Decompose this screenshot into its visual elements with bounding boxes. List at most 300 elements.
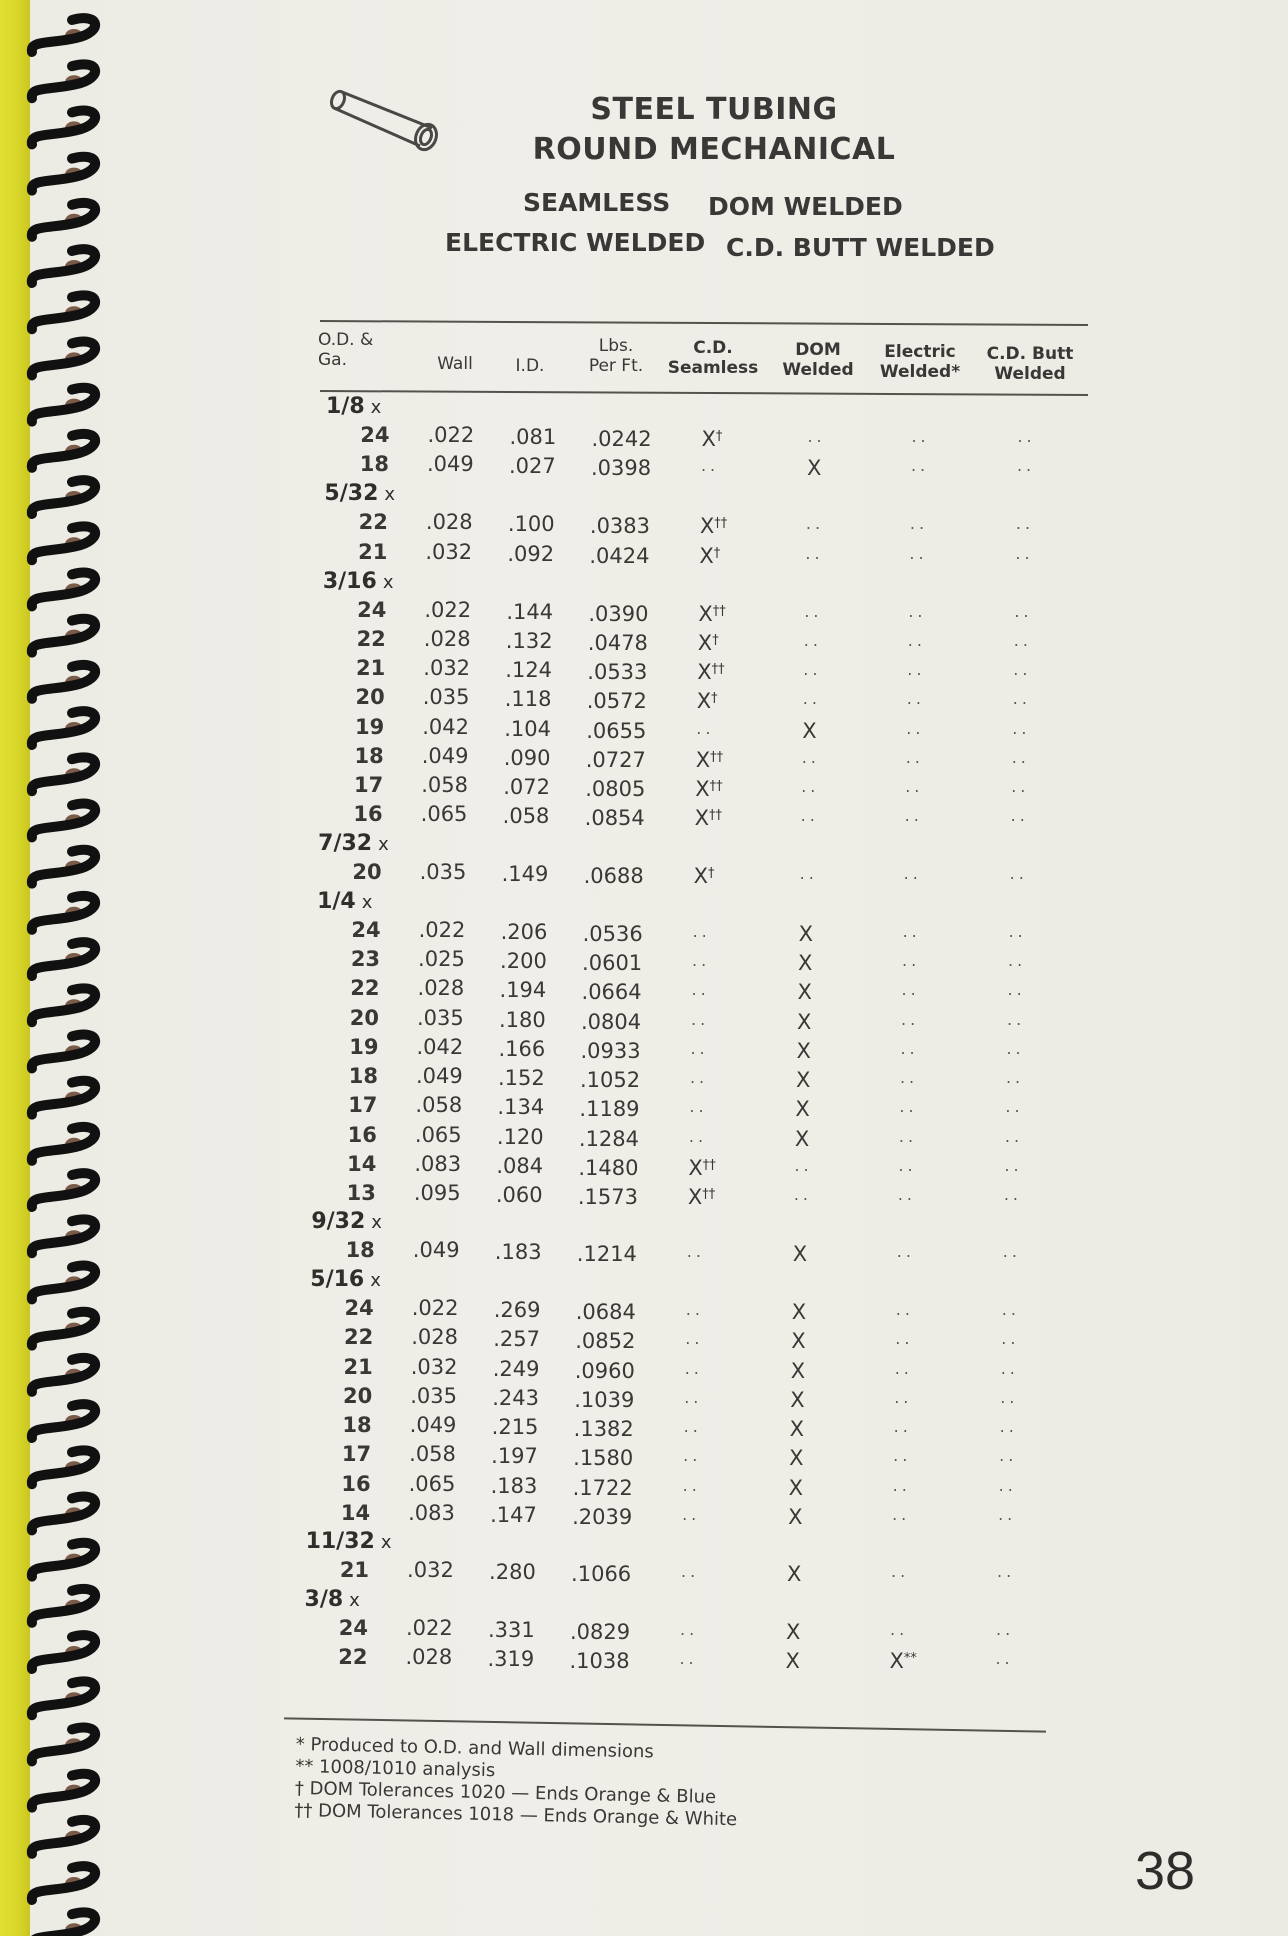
cell-elec: .. [894,1358,913,1378]
cell-elec: .. [907,630,926,650]
cell-lbs: .0390 [588,601,649,626]
cell-elec: .. [890,1620,909,1640]
cell-elec: .. [895,1329,914,1349]
table-bottom-rule [284,1717,1046,1732]
cell-dom: .. [805,543,824,563]
table-row [316,1152,1116,1181]
cell-cd: .. [684,1358,703,1378]
size-group-header: 1/4 x [317,888,373,914]
cell-wall: .049 [412,1237,460,1262]
cell-cd: .. [691,1009,710,1029]
cell-cd: .. [683,1417,702,1437]
cell-id: .197 [491,1444,538,1469]
cell-butt: .. [1007,1009,1026,1029]
cell-dom: X [785,1649,800,1674]
cell-ga: 24 [357,597,387,622]
cell-dom: .. [805,514,825,534]
footnote-4: †† DOM Tolerances 1018 — Ends Orange & White [294,1799,738,1831]
cell-lbs: .0536 [582,921,643,946]
cell-lbs: .0398 [590,456,652,481]
cell-id: .183 [494,1239,542,1264]
spiral-binding [0,0,120,1936]
cell-id: .149 [501,861,549,886]
cell-elec: .. [908,601,927,621]
cell-butt: .. [1000,1387,1019,1407]
cell-id: .183 [490,1473,538,1498]
cell-butt: .. [1004,1155,1023,1175]
cell-butt: .. [995,1649,1014,1669]
cell-ga: 18 [359,452,389,477]
cell-lbs: .0727 [585,747,646,772]
table-row [311,1472,1111,1501]
footnote-2: ** 1008/1010 analysis [295,1755,496,1782]
cell-ga: 20 [352,859,382,884]
cell-dom: X [792,1241,808,1266]
cell-id: .100 [507,512,555,537]
cell-wall: .035 [410,1383,457,1408]
cell-wall: .049 [421,743,469,768]
col-id: I.D. [515,356,545,376]
cell-elec: .. [902,921,921,941]
size-group-header: 5/16 x [310,1267,381,1292]
cell-lbs: .1052 [579,1068,641,1093]
cell-dom: .. [802,689,821,709]
cell-dom: .. [807,427,826,447]
cell-id: .215 [491,1415,539,1440]
size-group-header: 7/32 x [318,830,389,856]
size-group-header: 1/8 x [326,394,382,419]
cell-dom: .. [799,863,818,883]
cell-wall: .095 [413,1181,461,1206]
cell-id: .194 [499,978,547,1003]
cell-dom: X [797,980,812,1005]
cell-dom: .. [801,747,820,767]
cell-dom: X [786,1620,801,1645]
cell-elec: .. [892,1475,911,1495]
cell-elec: .. [902,951,921,971]
cell-cd: .. [682,1475,701,1495]
cell-cd: .. [689,1097,708,1117]
cell-id: .124 [505,658,553,683]
cell-cd: .. [680,1620,699,1640]
table-row [318,1064,1118,1093]
cell-id: .072 [503,775,550,800]
cell-lbs: .0383 [589,514,651,539]
cell-wall: .049 [409,1413,457,1438]
cell-cd: .. [685,1300,704,1320]
size-group-header: 11/32 x [305,1528,392,1554]
cell-ga: 18 [348,1064,378,1089]
cell-butt: .. [997,1562,1016,1581]
cell-dom: .. [794,1155,813,1175]
cell-cd: X† [699,543,721,568]
cell-ga: 23 [350,947,381,972]
cell-dom: X [794,1126,810,1151]
cell-wall: .032 [425,539,473,564]
cell-cd: .. [682,1504,701,1524]
cell-dom: X [798,951,813,976]
cell-wall: .042 [416,1034,464,1059]
title-line-2: ROUND MECHANICAL [532,132,896,167]
cell-butt: .. [1012,718,1031,738]
cell-dom: .. [803,630,822,650]
table-row [325,685,1125,714]
cell-butt: .. [1014,601,1033,621]
cell-dom: X [795,1097,810,1122]
cell-cd: X†† [699,514,728,539]
cell-id: .147 [490,1502,537,1527]
table-row [325,656,1125,685]
cell-butt: .. [1011,747,1030,767]
table-row [308,1616,1108,1645]
cell-wall: .065 [408,1471,456,1496]
cell-cd: .. [691,980,710,1000]
cell-lbs: .0960 [574,1358,635,1383]
cell-lbs: .0601 [582,951,643,976]
cell-id: .243 [492,1385,539,1410]
table-row [309,1558,1109,1587]
cell-cd: X†† [695,747,724,772]
cell-elec: .. [905,747,924,767]
cell-cd: X† [696,689,718,714]
footnotes [294,1734,739,1831]
cell-id: .249 [492,1356,540,1381]
table-row [320,947,1120,976]
cell-lbs: .1214 [576,1241,637,1266]
cell-wall: .035 [422,685,470,710]
cell-ga: 19 [355,714,385,739]
cell-butt: .. [1008,921,1027,941]
cell-lbs: .0688 [583,863,644,888]
cell-id: .058 [502,804,550,829]
cell-elec: X** [889,1649,917,1674]
cell-cd: .. [688,1126,708,1146]
cell-dom: X [787,1562,802,1586]
cell-butt: .. [996,1620,1015,1640]
cell-cd: X† [697,630,719,655]
cell-ga: 16 [353,802,383,827]
cell-dom: X [788,1504,803,1529]
cell-cd: X† [701,427,723,452]
cell-ga: 22 [358,510,388,535]
cell-elec: .. [891,1562,910,1581]
cell-butt: .. [1012,689,1031,709]
cell-wall: .032 [407,1558,454,1582]
col-dom-welded: DOM Welded [782,340,854,380]
cell-wall: .028 [405,1645,453,1670]
cell-wall: .058 [415,1093,463,1118]
cell-ga: 22 [356,626,386,651]
cell-wall: .035 [417,1005,464,1030]
table-row [317,1093,1117,1122]
cell-id: .134 [497,1095,545,1120]
cell-lbs: .1038 [569,1649,630,1674]
table-row [316,1181,1116,1210]
cell-id: .081 [509,425,557,450]
cell-cd: X†† [697,660,725,685]
cell-id: .166 [498,1036,546,1061]
cell-id: .084 [496,1153,544,1178]
cell-butt: .. [998,1504,1017,1524]
size-group-header: 3/16 x [322,568,394,594]
table-row [307,1645,1107,1674]
cell-butt: .. [1006,1038,1025,1058]
cell-wall: .058 [421,773,468,798]
footnote-1: * Produced to O.D. and Wall dimensions [295,1734,655,1763]
cell-butt: .. [1005,1068,1025,1088]
cell-id: .104 [504,716,551,741]
cell-wall: .022 [427,423,475,448]
cell-butt: .. [1003,1185,1023,1205]
cell-ga: 22 [350,976,380,1001]
table-row [312,1384,1112,1413]
cell-ga: 17 [341,1442,372,1467]
col-lbs-per-ft: Lbs. Per Ft. [588,336,644,376]
cell-dom: X [791,1329,806,1354]
cell-lbs: .0829 [570,1620,631,1645]
cell-ga: 24 [338,1616,368,1641]
cell-elec: .. [909,514,929,534]
cell-lbs: .1573 [577,1185,638,1210]
cell-cd: .. [683,1446,702,1466]
table-top-rule [320,320,1088,326]
size-group-header: 9/32 x [311,1208,382,1234]
cell-elec: .. [893,1417,912,1437]
cell-dom: X [802,718,817,743]
cell-butt: .. [1016,456,1036,476]
cell-ga: 14 [340,1500,371,1525]
cell-dom: X [797,1009,812,1034]
cell-cd: X†† [695,777,723,802]
cell-wall: .083 [408,1500,455,1525]
cell-elec: .. [893,1446,912,1466]
cell-wall: .049 [426,452,474,477]
col-cd-butt-welded: C.D. Butt Welded [986,344,1074,384]
cell-ga: 24 [344,1296,374,1321]
table-row [311,1442,1111,1471]
cell-wall: .065 [414,1122,462,1147]
cell-id: .060 [495,1183,543,1208]
table-row [313,1355,1113,1384]
table-row [323,802,1123,831]
subtitle-seamless: SEAMLESS [523,188,671,217]
cell-dom: X [788,1475,803,1500]
table-row [317,1123,1117,1152]
cell-butt: .. [1009,863,1028,883]
col-od-ga: O.D. & Ga. [318,330,374,370]
cell-dom: X [806,456,822,481]
cell-id: .152 [497,1066,545,1091]
cell-butt: .. [1004,1126,1024,1146]
cell-lbs: .1284 [578,1126,640,1151]
cell-elec: .. [911,427,930,447]
cell-butt: .. [999,1446,1018,1466]
cell-wall: .028 [417,976,465,1001]
cell-ga: 24 [351,917,381,942]
cell-butt: .. [998,1475,1017,1495]
cell-id: .120 [496,1124,544,1149]
cell-cd: .. [686,1241,705,1261]
cell-id: .180 [499,1007,546,1032]
cell-id: .319 [487,1647,535,1672]
table-row [310,1501,1110,1530]
cell-butt: .. [1013,630,1032,650]
cell-ga: 16 [347,1122,377,1147]
cell-ga: 20 [342,1383,373,1408]
cell-dom: X [798,921,813,946]
table-row [318,1035,1118,1064]
cell-butt: .. [1010,806,1029,826]
cell-cd: .. [690,1038,709,1058]
cell-dom: X [789,1417,805,1442]
cell-dom: X [795,1068,811,1093]
cell-ga: 21 [343,1354,373,1379]
cell-butt: .. [1001,1329,1020,1349]
table-row [323,773,1123,802]
cell-ga: 21 [339,1558,370,1582]
cell-butt: .. [1007,980,1026,1000]
col-cd-seamless: C.D. Seamless [667,338,759,378]
cell-id: .206 [500,919,548,944]
cell-wall: .042 [422,714,469,739]
cell-dom: X [790,1358,806,1383]
cell-wall: .022 [406,1616,453,1641]
cell-cd: .. [700,456,720,476]
table-row [324,744,1124,773]
cell-ga: 18 [345,1237,375,1262]
cell-elec: .. [898,1126,918,1146]
cell-cd: X†† [687,1185,716,1210]
cell-id: .090 [503,745,551,770]
cell-butt: .. [1015,543,1034,563]
cell-ga: 18 [342,1413,372,1438]
table-row [320,976,1120,1005]
cell-wall: .022 [418,917,466,942]
cell-elec: .. [899,1068,919,1088]
footnote-3: † DOM Tolerances 1020 — Ends Orange & Blue [294,1777,717,1808]
cell-wall: .058 [409,1442,456,1467]
cell-cd: .. [685,1329,704,1349]
cell-elec: .. [899,1097,918,1117]
cell-lbs: .1480 [578,1155,639,1180]
title-line-1: STEEL TUBING [590,92,838,127]
cell-ga: 20 [349,1005,379,1030]
table-header-rule [320,390,1088,396]
table-row [322,860,1122,889]
col-wall: Wall [437,354,473,374]
table-row [329,452,1129,481]
cell-lbs: .0572 [586,689,647,714]
cell-id: .144 [506,599,554,624]
table-row [312,1413,1112,1442]
cell-wall: .022 [411,1296,459,1321]
cell-id: .027 [508,454,556,479]
table-row [326,627,1126,656]
cell-cd: .. [689,1068,709,1088]
cell-lbs: .0242 [591,427,652,452]
cell-wall: .028 [425,510,473,535]
cell-dom: .. [804,601,823,621]
cell-id: .118 [504,687,552,712]
cell-butt: .. [1000,1358,1019,1378]
cell-wall: .028 [411,1325,458,1350]
cell-elec: .. [900,1038,919,1058]
subtitle-electric-welded: ELECTRIC WELDED [445,228,706,257]
cell-ga: 24 [360,423,390,448]
cell-id: .280 [489,1560,536,1584]
cell-lbs: .0852 [575,1329,636,1354]
cell-elec: .. [906,689,925,709]
cell-butt: .. [1015,514,1035,534]
page-number: 38 [1135,1841,1196,1901]
cell-elec: .. [892,1504,911,1524]
cell-butt: .. [1017,427,1036,447]
cell-id: .257 [493,1327,540,1352]
table-row [328,510,1128,539]
cell-lbs: .2039 [572,1504,633,1529]
table-row [319,1006,1119,1035]
cell-cd: X†† [698,601,726,626]
cell-elec: .. [897,1185,917,1205]
col-electric-welded: Electric Welded* [879,342,961,382]
cell-ga: 20 [355,685,385,710]
cell-wall: .083 [414,1151,462,1176]
cell-ga: 13 [346,1181,376,1206]
cell-cd: .. [692,921,711,941]
cell-lbs: .0424 [589,543,650,568]
cell-id: .331 [488,1618,535,1643]
cell-ga: 22 [344,1325,374,1350]
cell-wall: .032 [410,1354,458,1379]
cell-wall: .025 [418,947,465,972]
cell-dom: X [789,1446,804,1471]
cell-ga: 19 [349,1034,379,1059]
cell-wall: .049 [415,1064,463,1089]
cell-wall: .065 [420,802,468,827]
cell-id: .269 [493,1298,541,1323]
cell-elec: .. [905,777,924,797]
cell-dom: .. [800,806,819,826]
cell-butt: .. [1008,951,1027,971]
cell-ga: 21 [358,539,388,564]
cell-wall: .032 [423,656,471,681]
cell-wall: .028 [423,626,471,651]
subtitle-dom-welded: DOM WELDED [708,192,903,221]
cell-lbs: .1382 [573,1417,634,1442]
cell-elec: .. [898,1155,917,1175]
cell-elec: .. [896,1241,915,1261]
cell-ga: 16 [341,1471,371,1496]
cell-elec: .. [901,980,920,1000]
cell-lbs: .0664 [581,980,642,1005]
cell-elec: .. [894,1387,913,1407]
subtitle-cd-butt-welded: C.D. BUTT WELDED [726,233,995,262]
cell-butt: .. [1001,1300,1020,1320]
table-row [313,1325,1113,1354]
cell-butt: .. [1013,660,1032,680]
size-group-header: 5/32 x [324,481,396,507]
cell-lbs: .1580 [573,1446,634,1471]
cell-elec: .. [910,456,930,476]
cell-cd: .. [696,718,715,738]
cell-id: .200 [500,949,547,974]
cell-lbs: .0478 [587,630,648,655]
cell-cd: .. [681,1562,700,1581]
cell-cd: .. [679,1649,698,1669]
cell-ga: 14 [347,1151,377,1176]
cell-cd: X†† [688,1155,716,1180]
cell-lbs: .0933 [580,1038,641,1063]
